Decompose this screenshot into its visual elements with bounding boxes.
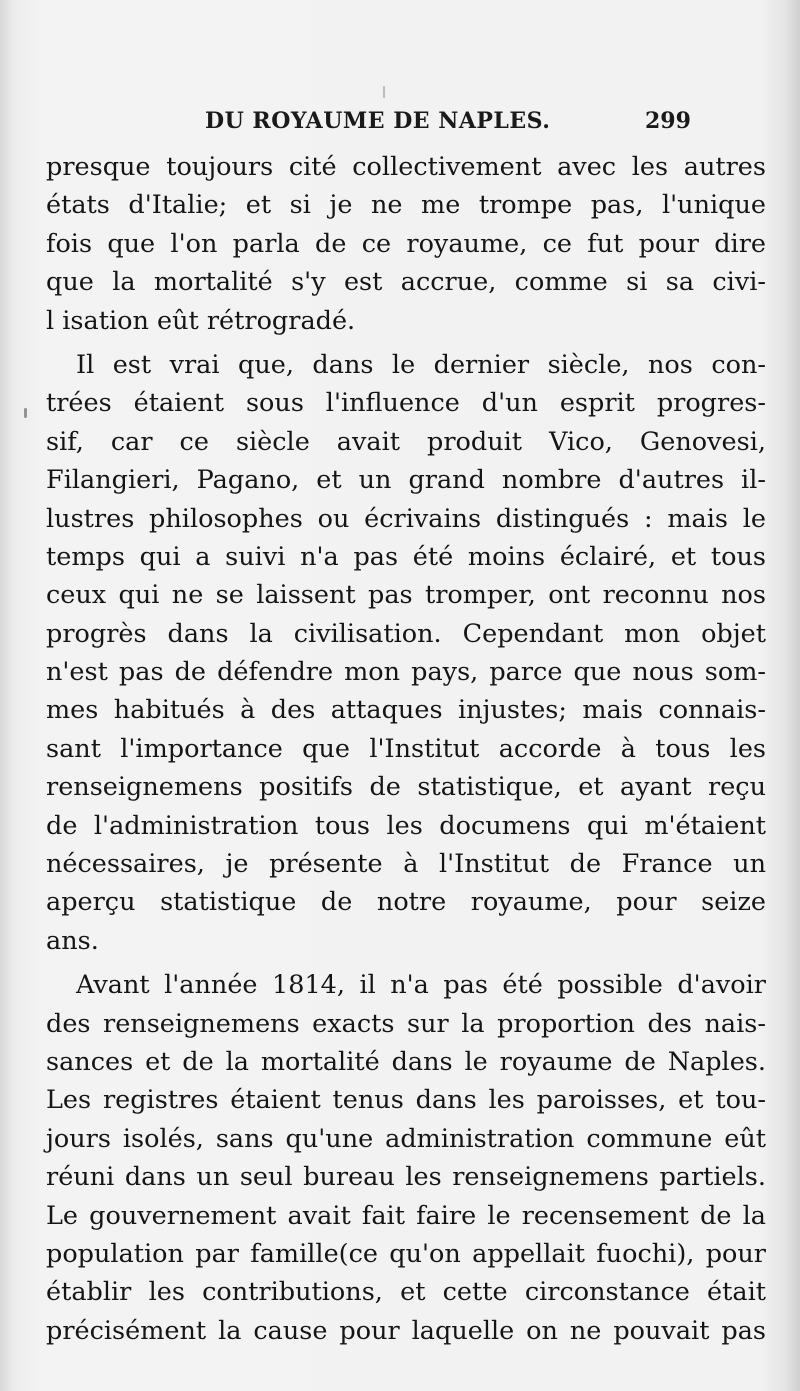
text-line: sif, car ce siècle avait produit Vico, Genovesi,: [46, 426, 766, 457]
text-line: Filangieri, Pagano, et un grand nombre d'autres il-: [46, 465, 766, 496]
text-line: que la mortalité s'y est accrue, comme si sa civi-: [46, 267, 766, 298]
text-line: nécessaires, je présente à l'Institut de France un: [46, 849, 766, 880]
text-line: établir les contributions, et cette circonstance était: [46, 1277, 766, 1308]
body-text: [46, 148, 766, 1350]
running-title: DU ROYAUME DE NAPLES.: [205, 108, 551, 134]
ink-speck: [383, 86, 385, 98]
text-line: lustres philosophes ou écrivains distingués : mais le: [46, 503, 766, 534]
text-line: sant l'importance que l'Institut accorde à tous les: [46, 733, 766, 764]
text-line: Avant l'année 1814, il n'a pas été possible d'avoir: [76, 970, 766, 1001]
text-line: des renseignemens exacts sur la proportion des nais-: [46, 1008, 766, 1039]
text-line: fois que l'on parla de ce royaume, ce fut pour dire: [46, 228, 766, 259]
text-line: états d'Italie; et si je ne me trompe pas, l'unique: [46, 190, 766, 221]
text-line: n'est pas de défendre mon pays, parce que nous som-: [46, 657, 766, 688]
text-line: aperçu statistique de notre royaume, pour seize: [46, 887, 766, 918]
text-line: jours isolés, sans qu'une administration commune eût: [46, 1123, 766, 1154]
text-line: ceux qui ne se laissent pas tromper, ont reconnu nos: [46, 580, 766, 611]
text-line: progrès dans la civilisation. Cependant mon objet: [46, 618, 766, 649]
text-line: Les registres étaient tenus dans les paroisses, et tou-: [46, 1085, 766, 1116]
text-line: de l'administration tous les documens qui m'étaient: [46, 810, 766, 841]
text-line: ans.: [46, 925, 99, 956]
text-line: mes habitués à des attaques injustes; mais connais-: [46, 695, 766, 726]
text-line: Il est vrai que, dans le dernier siècle, nos con-: [76, 349, 766, 380]
text-line: Le gouvernement avait fait faire le recensement de la: [46, 1200, 766, 1231]
text-line: renseignemens positifs de statistique, et ayant reçu: [46, 772, 766, 803]
text-line: réuni dans un seul bureau les renseignemens partiels.: [46, 1162, 766, 1193]
text-line: temps qui a suivi n'a pas été moins éclairé, et tous: [46, 541, 766, 572]
text-line: précisément la cause pour laquelle on ne pouvait pas: [46, 1315, 766, 1346]
text-line: l isation eût rétrogradé.: [46, 305, 356, 336]
text-line: trées étaient sous l'influence d'un esprit progres-: [46, 388, 766, 419]
page-number: 299: [645, 108, 691, 134]
text-line: population par famille(ce qu'on appellait fuochi), pour: [46, 1238, 766, 1269]
text-line: sances et de la mortalité dans le royaume de Naples.: [46, 1046, 766, 1077]
text-line: presque toujours cité collectivement avec les autres: [46, 152, 766, 182]
margin-smudge: [24, 408, 27, 418]
